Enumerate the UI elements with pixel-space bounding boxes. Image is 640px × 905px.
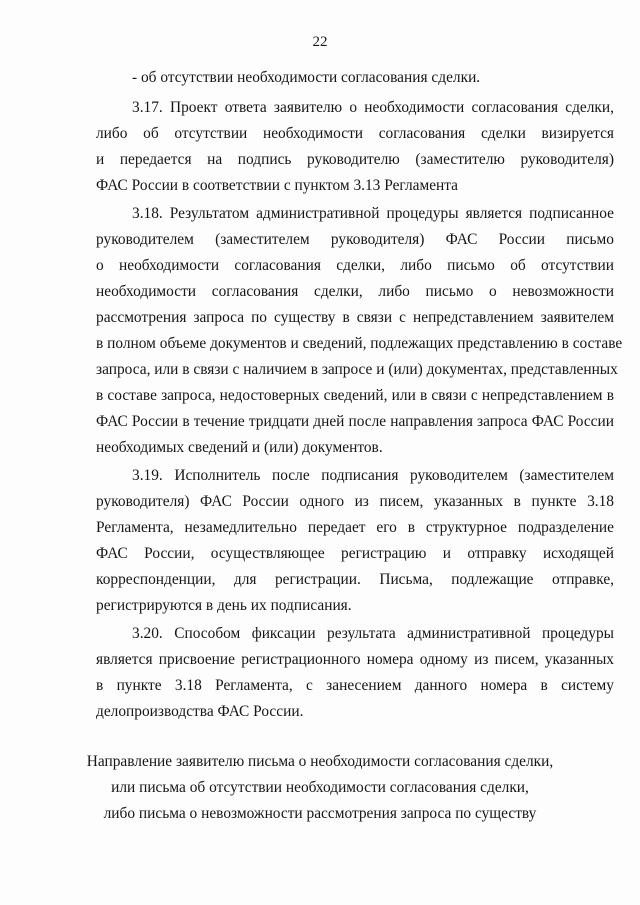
text-line: Регламента, незамедлительно передает его в структурное подразделение bbox=[96, 519, 614, 536]
text-line: в полном объеме документов и сведений, подлежащих представлению в составе bbox=[96, 335, 623, 352]
text-line: 3.19. Исполнитель после подписания руководителем (заместителем bbox=[132, 467, 614, 484]
text-line: ФАС России, осуществляющее регистрацию и отправку исходящей bbox=[96, 545, 614, 562]
text-line: запроса, или в связи с наличием в запросе и (или) документах, представленных bbox=[96, 361, 618, 378]
text-line: руководителем (заместителем руководителя) ФАС России письмо bbox=[96, 231, 614, 248]
text-line: 3.18. Результатом административной процедуры является подписанное bbox=[132, 205, 614, 222]
text-line: в пункте 3.18 Регламента, с занесением данного номера в систему bbox=[96, 677, 614, 694]
text-line: ФАС России в соответствии с пунктом 3.13 Регламента bbox=[96, 177, 459, 194]
text-line: и передается на подпись руководителю (заместителю руководителя) bbox=[96, 151, 614, 168]
section-heading-line: Направление заявителю письма о необходимости согласования сделки, bbox=[86, 753, 554, 770]
text-line: 3.17. Проект ответа заявителю о необходимости согласования сделки, bbox=[132, 99, 614, 116]
text-line: необходимых сведений и (или) документов. bbox=[96, 439, 383, 456]
text-line: руководителя) ФАС России одного из писем, указанных в пункте 3.18 bbox=[96, 493, 614, 510]
text-line: о необходимости согласования сделки, либо письмо об отсутствии bbox=[96, 257, 614, 274]
text-line: делопроизводства ФАС России. bbox=[96, 703, 304, 720]
text-line: ФАС России в течение тридцати дней после направления запроса ФАС России bbox=[96, 413, 614, 430]
text-line: 3.20. Способом фиксации результата административной процедуры bbox=[132, 625, 614, 642]
text-line: необходимости согласования сделки, либо письмо о невозможности bbox=[96, 283, 614, 300]
page-number: 22 bbox=[312, 34, 328, 50]
text-line: корреспонденции, для регистрации. Письма, подлежащие отправке, bbox=[96, 571, 614, 588]
section-heading-line: либо письма о невозможности рассмотрения запроса по существу bbox=[103, 805, 537, 822]
text-line: регистрируются в день их подписания. bbox=[96, 597, 352, 614]
text-line: в составе запроса, недостоверных сведений, или в связи с непредставлением в bbox=[96, 387, 614, 404]
text-line: является присвоение регистрационного номера одному из писем, указанных bbox=[96, 651, 614, 668]
text-line: рассмотрения запроса по существу в связи с непредставлением заявителем bbox=[96, 309, 614, 326]
section-heading-line: или письма об отсутствии необходимости согласования сделки, bbox=[111, 779, 529, 796]
text-line: либо об отсутствии необходимости согласования сделки визируется bbox=[96, 125, 614, 142]
text-line: - об отсутствии необходимости согласования сделки. bbox=[132, 69, 481, 86]
